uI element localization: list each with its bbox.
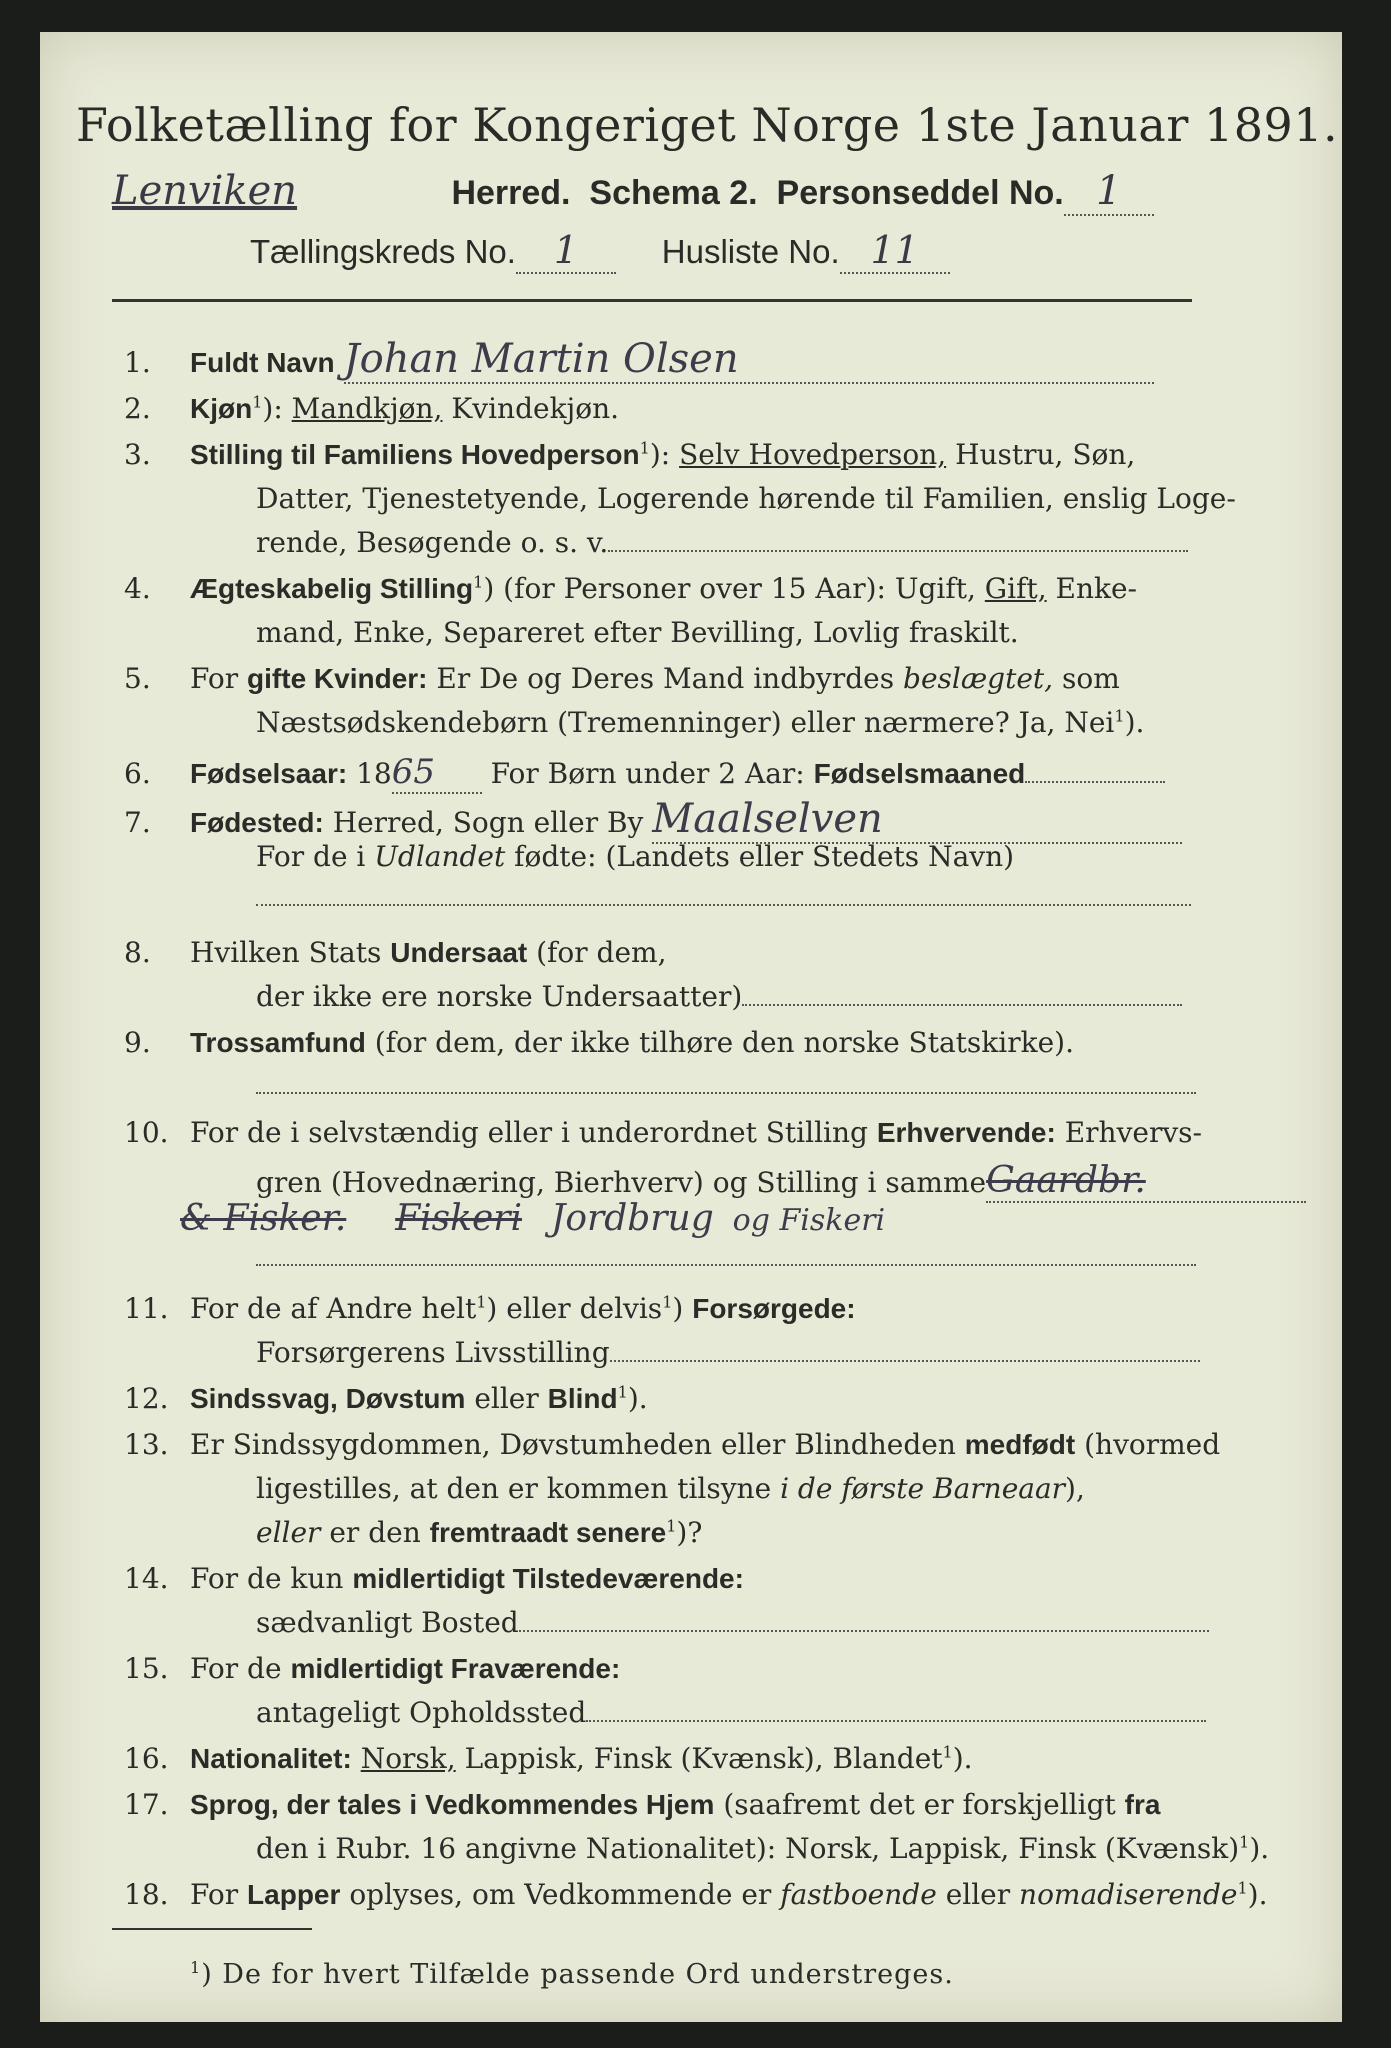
husliste-number: 11 (840, 228, 950, 274)
item-label: Trossamfund (190, 1027, 366, 1058)
item-text: ): (262, 392, 283, 425)
item-label: Fuldt Navn (190, 347, 335, 378)
item-text: For de i (256, 840, 366, 873)
footnote-mark: 1 (476, 1292, 487, 1312)
item-label: midlertidigt Tilstedeværende: (352, 1563, 744, 1594)
occupation-value-struck: Gaardbr. (986, 1160, 1306, 1203)
item-text: Udlandet (374, 840, 506, 873)
full-name-value: Johan Martin Olsen (344, 336, 1154, 384)
item-text: For de af Andre helt (190, 1292, 477, 1325)
gender-option-selected: Mandkjøn, (291, 392, 443, 425)
item-text: Enke- (1055, 572, 1138, 605)
answer-dotted-line (610, 1360, 1200, 1362)
item-17-line-2 (256, 1832, 1269, 1865)
item-number: 1. (124, 346, 151, 379)
taellingskreds-number: 1 (516, 228, 616, 274)
item-label: Stilling til Familiens Hovedperson (190, 439, 640, 470)
footnote-mark: 1 (252, 392, 263, 412)
item-label: Fødested: (190, 807, 324, 838)
item-17-language (124, 1788, 1160, 1821)
marital-option-selected: Gift, (984, 572, 1047, 605)
item-text: rende, Besøgende o. s. v. (256, 526, 609, 559)
answer-dotted-line (742, 1004, 1182, 1006)
personseddel-label: Personseddel No. (776, 174, 1064, 212)
item-number: 16. (124, 1742, 169, 1775)
item-text: ): (649, 438, 671, 471)
item-text: fastboende (780, 1878, 937, 1911)
birthplace-value: Maalselven (652, 796, 1182, 844)
item-text: For Børn under 2 Aar: (490, 757, 805, 790)
item-text: i de første Barneaar (780, 1472, 1066, 1505)
schema-label: Schema 2. (589, 174, 758, 212)
item-text: ) (672, 1292, 684, 1325)
item-text: oplyses, om Vedkommende er (349, 1878, 772, 1911)
item-label: fremtraadt senere (429, 1517, 667, 1548)
footnote-mark: 1 (1114, 706, 1125, 726)
position-option-selected: Selv Hovedperson, (679, 438, 947, 471)
item-label: Sprog, der tales i Vedkommendes Hjem (190, 1789, 715, 1820)
item-4-line-2: mand, Enke, Separeret efter Bevilling, Lovlig fraskilt. (256, 616, 1019, 649)
item-number: 5. (124, 662, 151, 695)
item-14-temporary-present (124, 1562, 744, 1595)
husliste-label: Husliste No. (661, 233, 840, 270)
item-text: eller (945, 1878, 1011, 1911)
answer-dotted-line (256, 880, 1191, 906)
item-text: Erhvervs- (1064, 1116, 1203, 1149)
item-label: Blind (547, 1383, 618, 1414)
footnote-mark: 1 (666, 1516, 677, 1536)
item-text: er den (329, 1516, 421, 1549)
item-label: Sindssvag, Døvstum (190, 1383, 466, 1414)
taellingskreds-line (250, 228, 950, 274)
item-text: ligestilles, at den er kommen tilsyne (256, 1472, 772, 1505)
item-number: 7. (124, 806, 151, 839)
item-text: ), (1065, 1472, 1085, 1505)
item-10-line-2 (256, 1160, 1306, 1203)
item-text: ) eller delvis (486, 1292, 663, 1325)
item-text: For (190, 662, 239, 695)
item-text: Forsørgerens Livsstilling (256, 1336, 610, 1369)
nationality-option-selected: Norsk, (360, 1742, 456, 1775)
item-text: Hustru, Søn, (955, 438, 1136, 471)
item-1-full-name (124, 336, 1154, 384)
footnote-mark: 1 (1239, 1832, 1250, 1852)
item-label: gifte Kvinder: (247, 663, 428, 694)
item-text: Lappisk, Finsk (Kvænsk), Blandet (464, 1742, 943, 1775)
item-text: For de i selvstændig eller i underordnet Stilling (190, 1116, 868, 1149)
item-7-answer-line (256, 880, 1191, 913)
item-8-line-2 (256, 980, 1182, 1013)
item-11-supported (124, 1292, 856, 1325)
item-5-line-2 (256, 706, 1144, 739)
item-11-line-2 (256, 1336, 1200, 1369)
item-9-religion (124, 1026, 1074, 1059)
footnote-rule (112, 1928, 312, 1930)
item-text: ). (1247, 1878, 1268, 1911)
item-13-line-2 (256, 1472, 1085, 1505)
item-3-line-3 (256, 526, 1188, 559)
item-number: 6. (124, 757, 151, 790)
item-10-handwritten-line (180, 1198, 885, 1239)
item-number: 11. (124, 1292, 169, 1325)
herred-line (112, 168, 1154, 216)
item-18-lapps (124, 1878, 1267, 1911)
herred-label: Herred. (451, 174, 571, 212)
footnote-mark: 1 (942, 1742, 953, 1762)
answer-dotted-line (256, 1068, 1196, 1094)
item-3-line-2: Datter, Tjenestetyende, Logerende hørende til Familien, enslig Loge- (256, 482, 1236, 515)
item-number: 18. (124, 1878, 169, 1911)
herred-name: Lenviken (112, 168, 298, 214)
item-text: eller (474, 1382, 539, 1415)
item-number: 9. (124, 1026, 151, 1059)
item-12-disability (124, 1382, 648, 1415)
item-text: For (190, 1878, 239, 1911)
item-text: eller (256, 1516, 321, 1549)
item-7-line-2 (256, 840, 1014, 873)
gender-option: Kvindekjøn. (451, 392, 620, 425)
item-13-congenital (124, 1428, 1220, 1461)
occupation-value: og Fiskeri (732, 1203, 886, 1238)
birth-year-value: 65 (392, 752, 482, 794)
item-number: 10. (124, 1116, 169, 1149)
item-text: For de kun (190, 1562, 344, 1595)
footnote-mark: 1 (617, 1382, 628, 1402)
item-13-line-3 (256, 1516, 702, 1549)
item-label: Forsørgede: (692, 1293, 856, 1324)
item-14-line-2 (256, 1606, 1209, 1639)
item-number: 4. (124, 572, 151, 605)
item-number: 14. (124, 1562, 169, 1595)
item-number: 12. (124, 1382, 169, 1415)
item-label: Erhvervende: (876, 1117, 1056, 1148)
answer-dotted-line (586, 1720, 1206, 1722)
item-text: Næstsødskendebørn (Tremenninger) eller nærmere? Ja, Nei (256, 706, 1115, 739)
footnote-mark: 1 (1237, 1878, 1248, 1898)
item-number: 8. (124, 936, 151, 969)
item-text: ). (1124, 706, 1145, 739)
item-text: den i Rubr. 16 angivne Nationalitet): Norsk, Lappisk, Finsk (Kvænsk) (256, 1832, 1240, 1865)
item-text: (for dem, (536, 936, 667, 969)
occupation-value: Jordbrug (550, 1198, 714, 1239)
item-text: Er De og Deres Mand indbyrdes (436, 662, 895, 695)
occupation-value-struck: & Fisker. (180, 1198, 347, 1239)
item-text: Er Sindssygdommen, Døvstumheden eller Blindheden (190, 1428, 956, 1461)
item-label: Ægteskabelig Stilling (190, 573, 474, 604)
item-7-birthplace (124, 796, 1182, 844)
item-15-temporary-absent (124, 1652, 620, 1685)
item-text: ) (for Personer over 15 Aar): Ugift, (483, 572, 976, 605)
item-label: Lapper (247, 1879, 341, 1910)
item-text: som (1061, 662, 1120, 695)
item-label: midlertidigt Fraværende: (290, 1653, 621, 1684)
item-6-birth-year (124, 752, 1165, 794)
item-text: (saafremt det er forskjelligt (723, 1788, 1116, 1821)
footnote-text: ) De for hvert Tilfælde passende Ord understreges. (201, 1959, 954, 1990)
item-text: ). (1249, 1832, 1270, 1865)
form-title: Folketælling for Kongeriget Norge 1ste Januar 1891. (76, 98, 1339, 152)
item-text: ). (627, 1382, 648, 1415)
item-text: fra (1124, 1789, 1161, 1820)
footnote-mark: 1 (662, 1292, 673, 1312)
birth-year-prefix: 18 (356, 757, 392, 790)
personseddel-number: 1 (1064, 168, 1154, 216)
item-label: Fødselsaar: (190, 758, 348, 789)
item-text: nomadiserende (1019, 1878, 1238, 1911)
item-15-line-2 (256, 1696, 1206, 1729)
footnote-mark: 1 (190, 1958, 202, 1977)
item-text: Herred, Sogn eller By (332, 806, 644, 839)
item-text: (hvormed (1084, 1428, 1221, 1461)
item-label: Fødselsmaaned (813, 758, 1026, 789)
item-3-family-position (124, 438, 1135, 471)
item-text: ). (952, 1742, 973, 1775)
item-9-answer-line (256, 1068, 1196, 1101)
item-label: medfødt (964, 1429, 1076, 1460)
item-label: Nationalitet: (190, 1743, 352, 1774)
header-rule (112, 299, 1192, 302)
item-text: beslægtet, (903, 662, 1054, 695)
item-4-marital-status (124, 572, 1137, 605)
item-text: gren (Hovednæring, Bierhverv) og Stilling i samme (256, 1166, 987, 1199)
item-number: 3. (124, 438, 151, 471)
item-number: 2. (124, 392, 151, 425)
item-number: 15. (124, 1652, 169, 1685)
footnote (190, 1958, 954, 1990)
item-text: (for dem, der ikke tilhøre den norske Statskirke). (374, 1026, 1074, 1059)
item-5-married-women (124, 662, 1120, 695)
answer-dotted-line (256, 1240, 1196, 1266)
item-text: )? (676, 1516, 703, 1549)
occupation-value-struck: Fiskeri (395, 1198, 522, 1239)
item-label: Undersaat (390, 937, 528, 968)
item-text: sædvanligt Bosted (256, 1606, 519, 1639)
item-text: antageligt Opholdssted (256, 1696, 587, 1729)
answer-dotted-line (519, 1630, 1209, 1632)
item-16-nationality (124, 1742, 973, 1775)
taellingskreds-label: Tællingskreds No. (250, 233, 516, 270)
item-10-occupation (124, 1116, 1202, 1149)
answer-dotted-line (608, 550, 1188, 552)
item-text: der ikke ere norske Undersaatter) (256, 980, 743, 1013)
item-number: 17. (124, 1788, 169, 1821)
answer-dotted-line (1025, 781, 1165, 783)
item-10-answer-line (256, 1240, 1196, 1273)
item-text: fødte: (Landets eller Stedets Navn) (514, 840, 1015, 873)
footnote-mark: 1 (639, 438, 650, 458)
item-text: For de (190, 1652, 282, 1685)
item-8-citizenship (124, 936, 667, 969)
footnote-mark: 1 (473, 572, 484, 592)
item-text: Hvilken Stats (190, 936, 382, 969)
item-number: 13. (124, 1428, 169, 1461)
item-label: Kjøn (190, 393, 253, 424)
item-2-gender (124, 392, 619, 425)
